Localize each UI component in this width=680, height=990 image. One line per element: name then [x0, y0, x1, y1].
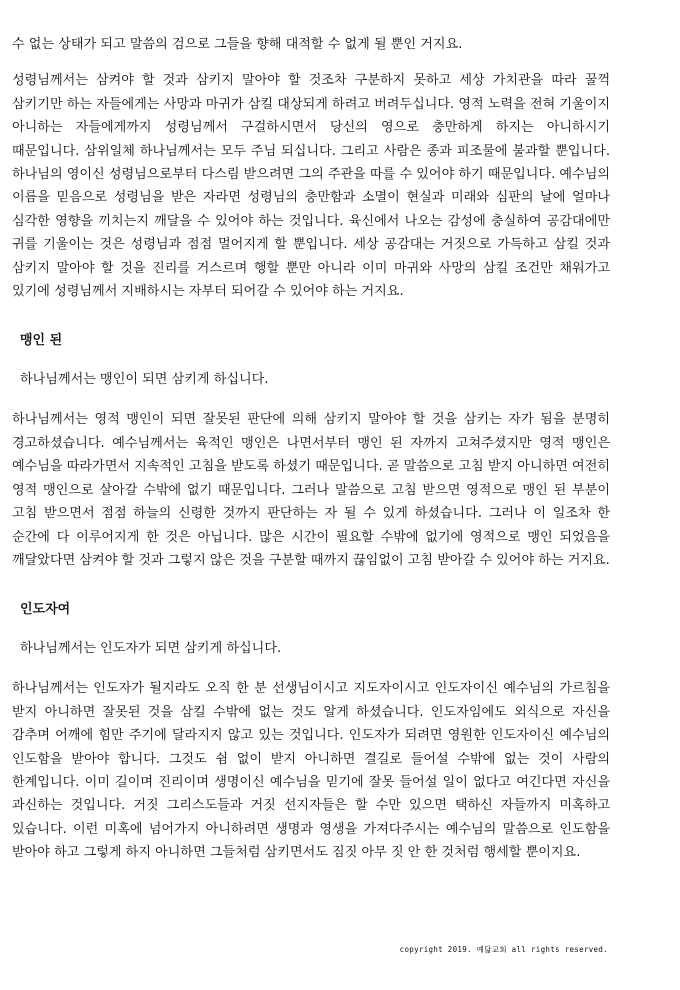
section-blind	[12, 332, 610, 572]
section-body: 하나님께서는 인도자가 될지라도 오직 한 분 선생님이시고 지도자이시고 인도자이신 예수님의 가르침을 받지 아니하면 잘못된 것을 삼킬 수밖에 없는 것도 알게 하셨습니다. 인도자임에도 외식으로 자신을 감추며 어깨에 힘만 주기에 달라지지 않고 있는 것입니다. 인도자가 되려면 영원한 인도자이신 예수님의 인도함을 받아야 합니다. 그것도 쉼 없이 받지 아니하면 결길로 들어설 수밖에 없는 것이 사람의 한계입니다. 이미 길이며 진리이며 생명이신 예수님을 믿기에 잘못 들어설 일이 없다고 여긴다면 자신을 과신하는 것입니다. 거짓 그리스도들과 거짓 선지자들은 할 수만 있으면 택하신 자들까지 미혹하고 있습니다. 이런 미혹에 넘어가지 아니하려면 생명과 영생을 가져다주시는 예수님의 말씀으로 인도함을 받아야 하고 그렇게 하지 아니하면 그들처럼 삼키면서도 짐짓 아무 짓 안 한 것처럼 행세할 뿐이지요.	[12, 681, 610, 861]
section-heading: 맹인 된	[20, 333, 63, 349]
document-page	[12, 33, 610, 865]
section-lead: 하나님께서는 인도자가 되면 삼키게 하십니다.	[20, 641, 282, 657]
section-heading: 인도자여	[20, 602, 71, 618]
copyright-footer: copyright 2019. 예닮교회 all rights reserved.	[399, 945, 608, 954]
paragraph-intro-end: 수 없는 상태가 되고 말씀의 검으로 그들을 향해 대적할 수 없게 될 뿐인 거지요.	[12, 37, 463, 52]
section-guide	[12, 601, 610, 864]
section-lead: 하나님께서는 맹인이 되면 삼키게 하십니다.	[20, 372, 269, 388]
section-body: 하나님께서는 영적 맹인이 되면 잘못된 판단에 의해 삼키지 말아야 할 것을 삼키는 자가 됨을 분명히 경고하셨습니다. 예수님께서는 육적인 맹인은 나면서부터 맹인 된 자까지 고쳐주셨지만 영적 맹인은 예수님을 따라가면서 지속적인 고침을 받도록 하셨기 때문입니다. 곧 말씀으로 고침 받지 아니하면 여전히 영적 맹인으로 살아갈 수밖에 없기 때문입니다. 그러나 말씀으로 고침 받으면 영적으로 맹인 된 부분이 고침 받으면서 점점 하늘의 신령한 것까지 판단하는 자 될 수 있게 하셨습니다. 그러나 이 일조차 한 순간에 다 이루어지게 한 것은 아닙니다. 많은 시간이 필요할 수밖에 없기에 영적으로 맹인 되었음을 깨달았다면 삼켜야 할 것과 그렇지 않은 것을 구분할 때까지 끊임없이 고침 받아갈 수 있어야 하는 거지요.	[12, 412, 610, 568]
paragraph-holy-spirit: 성령님께서는 삼켜야 할 것과 삼키지 말아야 할 것조차 구분하지 못하고 세상 가치관을 따라 꿀꺽 삼키기만 하는 자들에게는 사망과 마귀가 삼킬 대상되게 하려고 버려두십니다. 영적 노력을 전혀 기울이지 아니하는 자들에게까지 성령님께서 구걸하시면서 당신의 영으로 충만하게 하지는 아니하시기 때문입니다. 삼위일체 하나님께서는 모두 주님 되십니다. 그리고 사람은 종과 피조물에 불과할 뿐입니다. 하나님의 영이신 성령님으로부터 다스림 받으려면 그의 주관을 따를 수 있어야 하기 때문입니다. 예수님의 이름을 믿음으로 성령님을 받은 자라면 성령님의 충만함과 소멸이 현실과 미래와 심판의 날에 얼마나 심각한 영향을 끼치는지 깨달을 수 있어야 하는 것입니다. 육신에서 나오는 감성에 충실하여 공감대에만 귀를 기울이는 것은 성령님과 점점 멀어지게 할 뿐입니다. 세상 공감대는 거짓으로 가득하고 삼킬 것과 삼키지 말아야 할 것을 진리를 거스르며 행할 뿐만 아니라 이미 마귀와 사망의 삼킬 조건만 채워가고 있기에 성령님께서 지배하시는 자부터 되어갈 수 있어야 하는 거지요.	[12, 73, 611, 300]
